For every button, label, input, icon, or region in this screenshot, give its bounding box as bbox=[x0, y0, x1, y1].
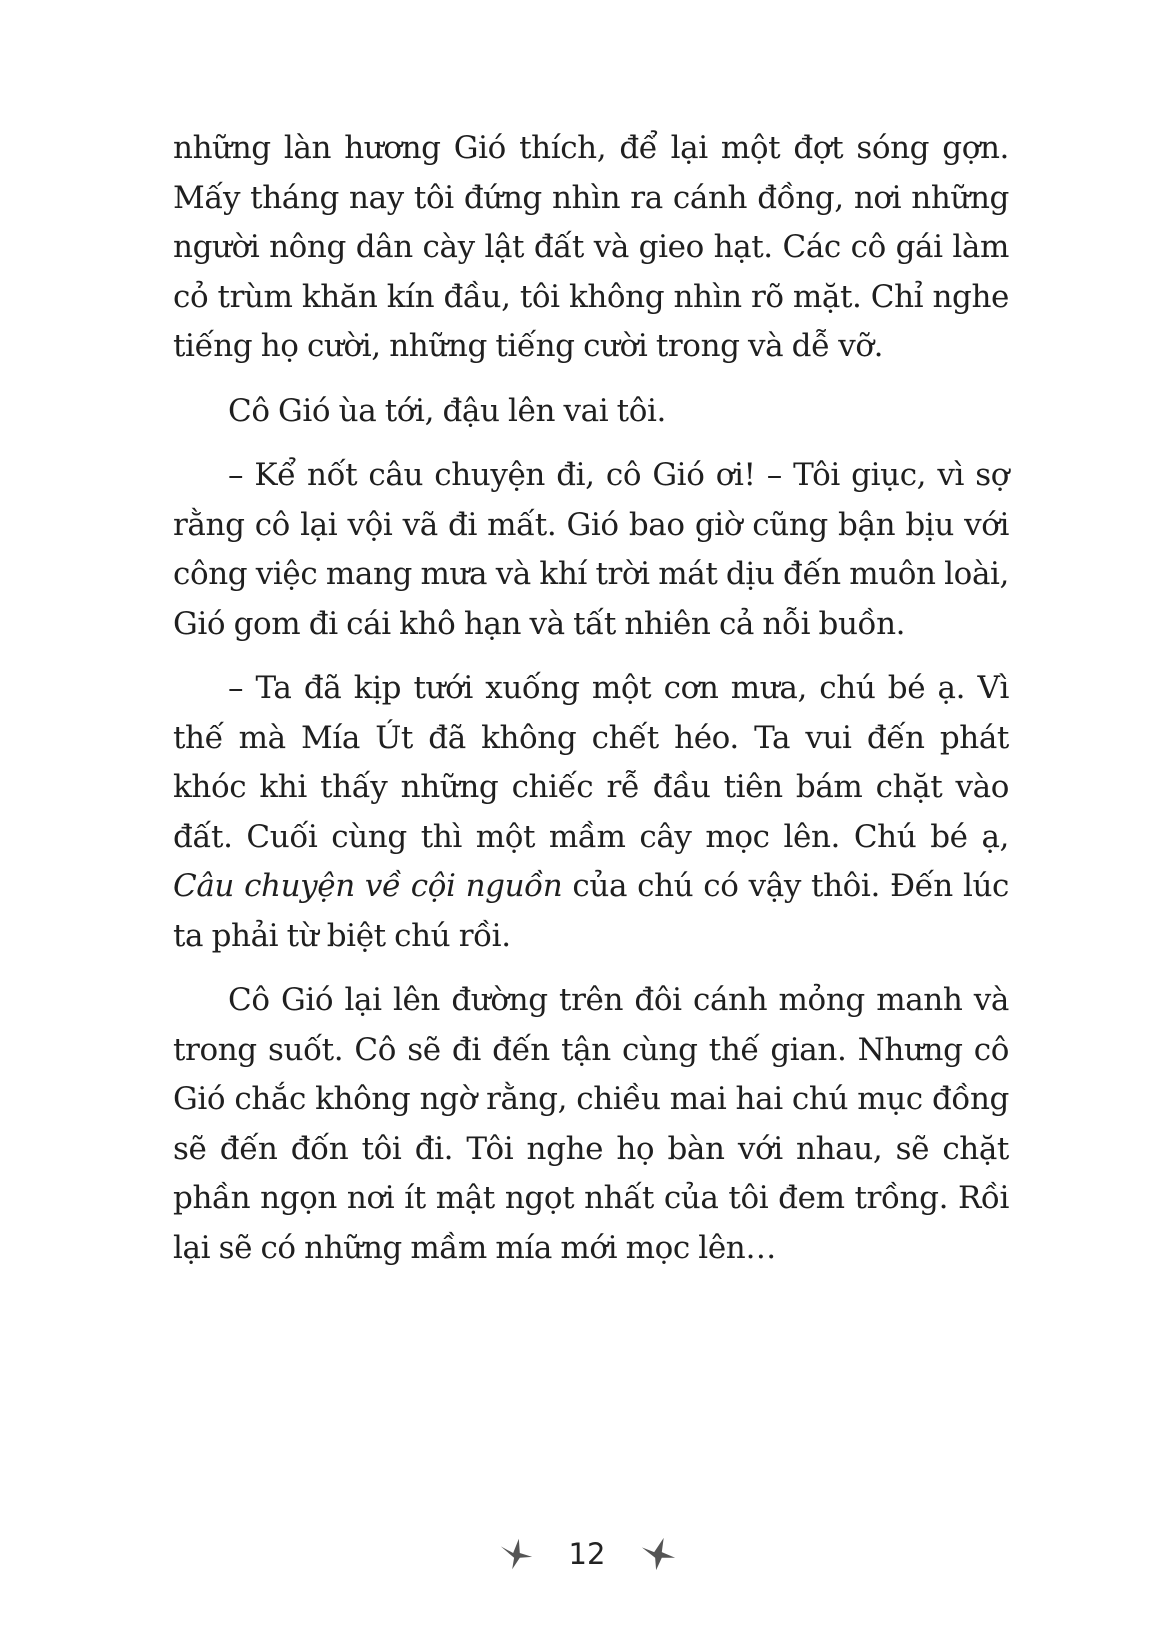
paragraph-2: Cô Gió ùa tới, đậu lên vai tôi. bbox=[228, 392, 666, 429]
paragraph-4-text-start: – Ta đã kịp tưới xuống một cơn mưa, chú bé ạ. Vì thế mà Mía Út đã không chết héo. Ta vui đến phát khóc khi thấy những chiếc rễ đầu tiên bám chặt vào đất. Cuối cùng thì một mầm cây mọc lên. Chú bé ạ, bbox=[173, 670, 1009, 855]
body-text bbox=[173, 124, 1009, 1288]
paragraph-1: những làn hương Gió thích, để lại một đợt sóng gợn. Mấy tháng nay tôi đứng nhìn ra cánh đồng, nơi những người nông dân cày lật đất và gieo hạt. Các cô gái làm cỏ trùm khăn kín đầu, tôi không nhìn rõ mặt. Chỉ nghe tiếng họ cười, những tiếng cười trong và dễ vỡ. bbox=[173, 130, 1009, 364]
page-number: 12 bbox=[568, 1537, 606, 1571]
paragraph-4-text-end: của chú có vậy thôi. Đến lúc ta phải từ biệt chú rồi. bbox=[173, 868, 1009, 954]
star-icon bbox=[639, 1535, 677, 1573]
paragraph-4 bbox=[173, 664, 1009, 961]
star-icon bbox=[497, 1535, 535, 1573]
paragraph-3: – Kể nốt câu chuyện đi, cô Gió ơi! – Tôi giục, vì sợ rằng cô lại vội vã đi mất. Gió bao giờ cũng bận bịu với công việc mang mưa và khí trời mát dịu đến muôn loài, Gió gom đi cái khô hạn và tất nhiên cả nỗi buồn. bbox=[173, 457, 1009, 642]
book-title-italic: Câu chuyện về cội nguồn bbox=[173, 868, 563, 904]
paragraph-5: Cô Gió lại lên đường trên đôi cánh mỏng manh và trong suốt. Cô sẽ đi đến tận cùng thế gian. Nhưng cô Gió chắc không ngờ rằng, chiều mai hai chú mục đồng sẽ đến đốn tôi đi. Tôi nghe họ bàn với nhau, sẽ chặt phần ngọn nơi ít mật ngọt nhất của tôi đem trồng. Rồi lại sẽ có những mầm mía mới mọc lên… bbox=[173, 982, 1009, 1266]
page-footer bbox=[0, 1529, 1174, 1579]
